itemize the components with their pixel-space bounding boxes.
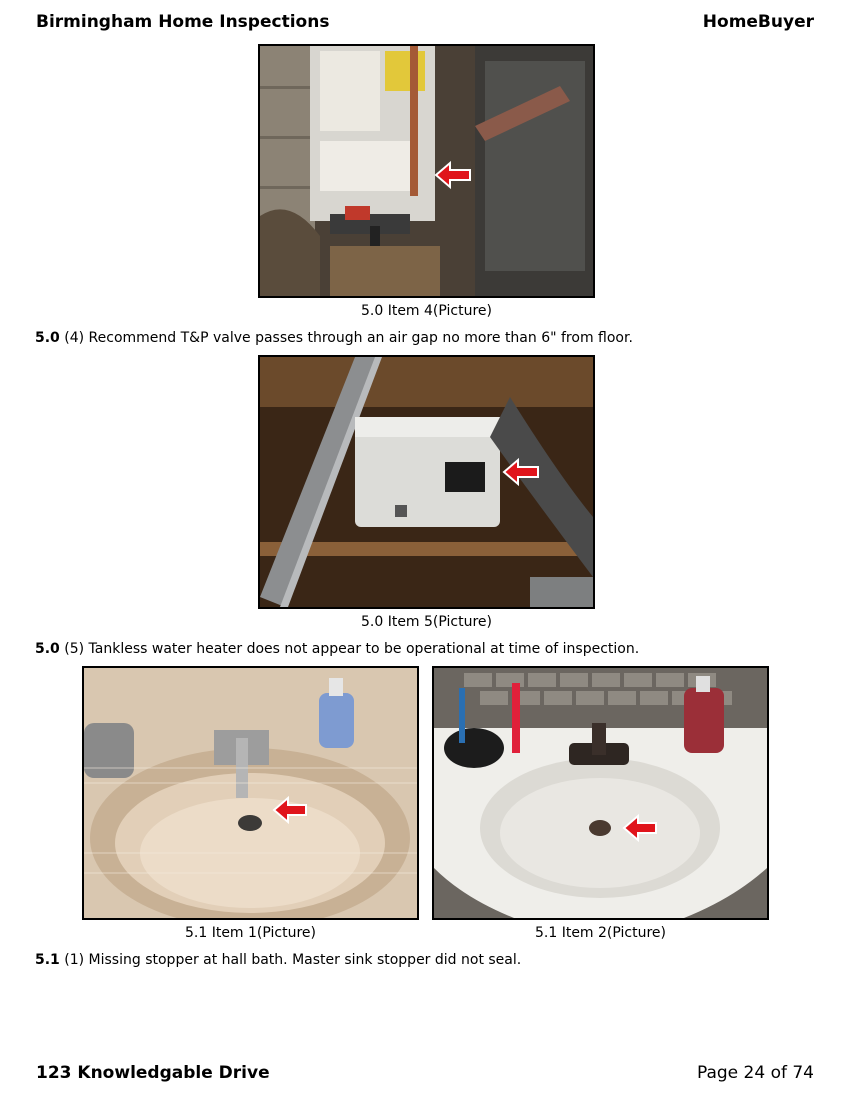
comment [35,641,639,657]
comment-text: (5) Tankless water heater does not appear to be operational at time of inspection. [64,641,640,657]
photo-caption: 5.1 Item 2(Picture) [534,925,666,941]
comment [35,330,633,346]
photo-water-heater [258,44,595,298]
company-name: Birmingham Home Inspections [36,12,330,32]
photo-hall-sink [82,666,419,920]
comment-ref: 5.0 [35,330,60,346]
photo-caption: 5.0 Item 4(Picture) [360,303,492,319]
photo-caption: 5.1 Item 1(Picture) [184,925,316,941]
comment-ref: 5.1 [35,952,60,968]
comment-text: (1) Missing stopper at hall bath. Master sink stopper did not seal. [64,952,522,968]
comment-ref: 5.0 [35,641,60,657]
footer-address: 123 Knowledgable Drive [36,1063,270,1083]
comment [35,952,521,968]
comment-text: (4) Recommend T&P valve passes through an air gap no more than 6" from floor. [64,330,633,346]
photo-master-sink [432,666,769,920]
page-number: Page 24 of 74 [696,1063,814,1083]
report-type: HomeBuyer [702,12,814,32]
photo-tankless-heater [258,355,595,609]
photo-caption: 5.0 Item 5(Picture) [360,614,492,630]
